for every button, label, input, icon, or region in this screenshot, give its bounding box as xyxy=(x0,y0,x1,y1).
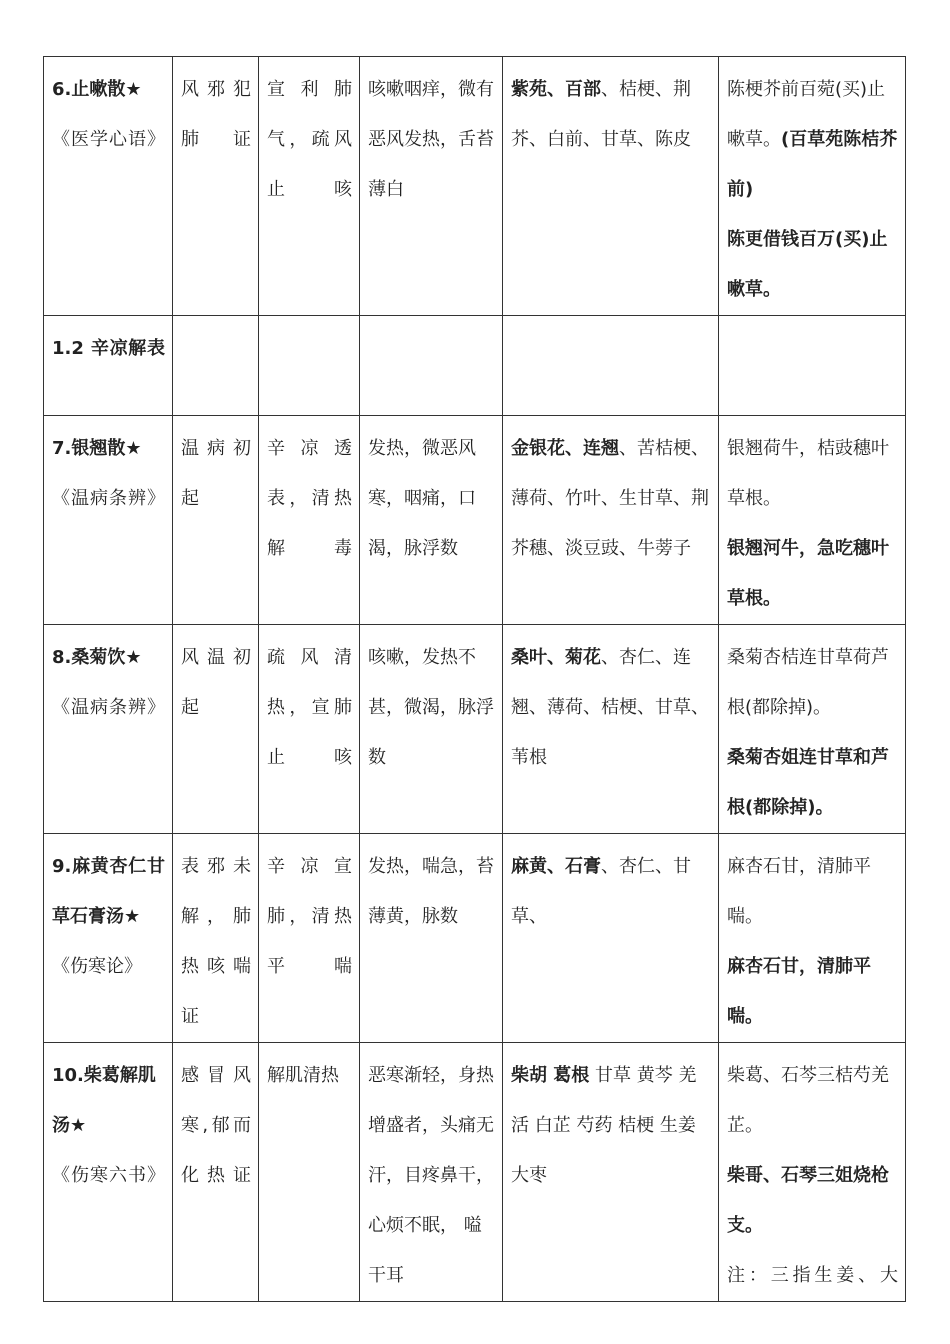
table-row xyxy=(44,834,906,1043)
mnemonic: 桑菊杏桔连甘草荷芦根(都除掉)。 xyxy=(727,647,889,718)
mnemonic: 银翘荷牛，桔豉穗叶草根。 xyxy=(727,438,889,509)
mnemonic-cell xyxy=(719,625,906,834)
formula-name: 10.柴葛解肌汤★ xyxy=(52,1065,156,1136)
herbs-cell xyxy=(503,834,719,1043)
mnemonic-cell xyxy=(719,1043,906,1302)
formula-name-cell xyxy=(44,625,173,834)
formula-name-cell xyxy=(44,1043,173,1302)
mnemonic-bold: 麻杏石甘，清肺平喘。 xyxy=(727,956,871,1027)
category-title: 1.2 辛凉解表 xyxy=(52,338,165,359)
mnemonic-cell xyxy=(719,57,906,316)
herbs-main: 桑叶、菊花 xyxy=(511,647,601,668)
mnemonic-cell xyxy=(719,416,906,625)
formula-source: 《伤寒六书》 xyxy=(52,1165,165,1186)
empty-cell xyxy=(719,316,906,416)
table-row xyxy=(44,1043,906,1302)
mnemonic: 陈梗芥前百菀(买)止嗽草。 xyxy=(727,79,886,150)
formula-name-cell xyxy=(44,416,173,625)
symptoms-cell: 咳嗽咽痒，微有恶风发热，舌苔薄白 xyxy=(360,57,503,316)
herbs-main: 金银花、连翘 xyxy=(511,438,619,459)
herbs-rest: 、苦桔梗、薄荷、竹叶、生甘草、荆芥穗、淡豆豉、牛蒡子 xyxy=(511,438,709,559)
table-row xyxy=(44,57,906,316)
herbs-cell xyxy=(503,625,719,834)
indication-cell: 风温初起 xyxy=(173,625,259,834)
function-cell: 宣利肺气，疏风止咳 xyxy=(259,57,360,316)
category-cell xyxy=(44,316,173,416)
herbs-main: 麻黄、石膏 xyxy=(511,856,601,877)
table-row xyxy=(44,416,906,625)
herbs-cell xyxy=(503,57,719,316)
herbs-cell xyxy=(503,416,719,625)
indication-cell: 温病初起 xyxy=(173,416,259,625)
formula-table xyxy=(43,56,906,1302)
indication-cell: 表邪未解，肺热咳喘证 xyxy=(173,834,259,1043)
table-row xyxy=(44,316,906,416)
empty-cell xyxy=(173,316,259,416)
mnemonic: 柴葛、石芩三桔芍羌芷。 xyxy=(727,1065,889,1136)
symptoms-cell: 恶寒渐轻，身热增盛者，头痛无汗，目疼鼻干，心烦不眠， 嗌干耳 xyxy=(360,1043,503,1302)
empty-cell xyxy=(503,316,719,416)
empty-cell xyxy=(360,316,503,416)
mnemonic-cell xyxy=(719,834,906,1043)
empty-cell xyxy=(259,316,360,416)
formula-source: 《伤寒论》 xyxy=(52,956,142,977)
herbs-rest: 、桔梗、荆芥、白前、甘草、陈皮 xyxy=(511,79,691,150)
herbs-main: 柴胡 葛根 xyxy=(511,1065,590,1086)
herbs-main: 紫苑、百部 xyxy=(511,79,601,100)
mnemonic-bold: 银翘河牛，急吃穗叶草根。 xyxy=(727,538,889,609)
herbs-rest: 甘草 黄芩 羌活 白芷 芍药 桔梗 生姜 大枣 xyxy=(511,1065,697,1186)
function-cell: 解肌清热 xyxy=(259,1043,360,1302)
symptoms-cell: 发热，微恶风寒，咽痛，口渴，脉浮数 xyxy=(360,416,503,625)
herbs-rest: 、杏仁、连翘、薄荷、桔梗、甘草、苇根 xyxy=(511,647,709,768)
mnemonic-note: 注：三指生姜、大 xyxy=(727,1265,898,1286)
formula-source: 《温病条辨》 xyxy=(52,488,165,509)
formula-name: 7.银翘散★ xyxy=(52,438,142,459)
formula-name-cell xyxy=(44,834,173,1043)
mnemonic-alt: (百草苑陈桔芥前) xyxy=(727,129,898,200)
formula-source: 《医学心语》 xyxy=(52,129,165,150)
mnemonic: 麻杏石甘，清肺平喘。 xyxy=(727,856,871,927)
formula-name: 6.止嗽散★ xyxy=(52,79,142,100)
function-cell: 辛凉透表，清热解毒 xyxy=(259,416,360,625)
formula-source: 《温病条辨》 xyxy=(52,697,165,718)
mnemonic-bold: 陈更借钱百万(买)止嗽草。 xyxy=(727,229,888,300)
function-cell: 疏风清热，宣肺止咳 xyxy=(259,625,360,834)
formula-name: 8.桑菊饮★ xyxy=(52,647,142,668)
table-row xyxy=(44,625,906,834)
indication-cell: 风邪犯肺证 xyxy=(173,57,259,316)
formula-name: 9.麻黄杏仁甘草石膏汤★ xyxy=(52,856,165,927)
symptoms-cell: 发热，喘急，苔薄黄，脉数 xyxy=(360,834,503,1043)
mnemonic-bold: 桑菊杏姐连甘草和芦根(都除掉)。 xyxy=(727,747,889,818)
mnemonic-bold: 柴哥、石琴三姐烧枪支。 xyxy=(727,1165,889,1236)
herbs-cell xyxy=(503,1043,719,1302)
herbs-rest: 、杏仁、甘草、 xyxy=(511,856,691,927)
formula-name-cell xyxy=(44,57,173,316)
function-cell: 辛凉宣肺，清热平喘 xyxy=(259,834,360,1043)
symptoms-cell: 咳嗽，发热不甚，微渴，脉浮数 xyxy=(360,625,503,834)
indication-cell: 感冒风寒,郁而化热证 xyxy=(173,1043,259,1302)
